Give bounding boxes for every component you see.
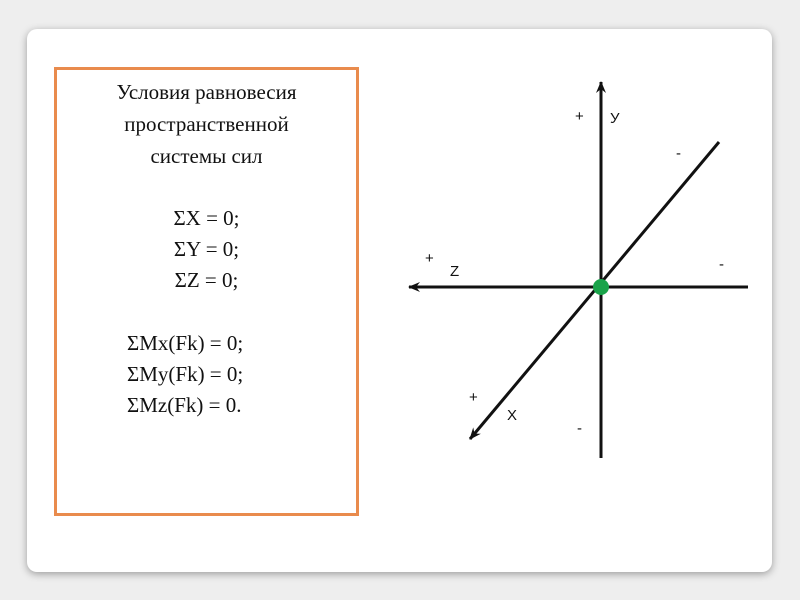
equation-sum-y: ΣY = 0;	[173, 237, 240, 261]
x-axis-positive-sign: +	[469, 389, 478, 406]
z-axis-negative-sign: -	[719, 256, 724, 273]
equation-sum-x: ΣX = 0;	[173, 206, 240, 230]
y-axis-positive-sign: +	[575, 108, 584, 125]
title-line-3: системы сил	[150, 144, 263, 168]
z-axis-positive-sign: +	[425, 250, 434, 267]
title-line-2: пространственной	[124, 112, 289, 136]
origin-point	[593, 279, 609, 295]
z-axis-label: Z	[450, 263, 460, 280]
equation-moment-x: ΣMx(Fk) = 0;	[127, 331, 244, 355]
title-line-1: Условия равновесия	[116, 80, 297, 104]
x-axis-label: X	[507, 407, 518, 424]
x-axis-negative-sign: -	[676, 145, 681, 162]
y-axis-negative-sign: -	[577, 420, 582, 437]
equation-sum-z: ΣZ = 0;	[174, 268, 239, 292]
y-axis-label: У	[610, 110, 620, 127]
equation-moment-y: ΣMy(Fk) = 0;	[127, 362, 244, 386]
equation-moment-z: ΣMz(Fk) = 0.	[127, 393, 242, 417]
